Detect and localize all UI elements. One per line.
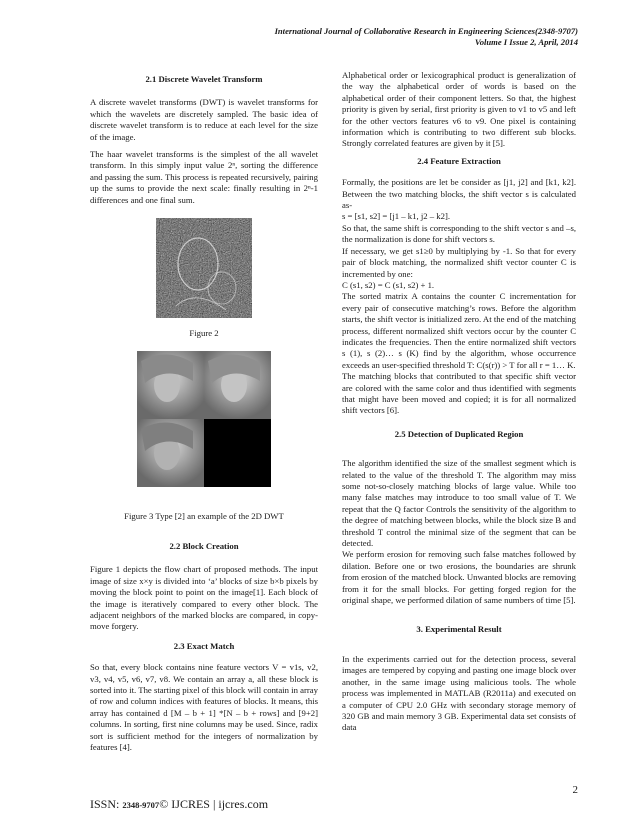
journal-title: International Journal of Collaborative Research in Engineering Sciences(2348-9707) [274,26,578,36]
section-2-3-title: 2.3 Exact Match [173,640,235,651]
page-number: 2 [572,784,578,796]
figure-3-dwt-image [137,351,271,487]
lexicographical-paragraph: Alphabetical order or lexicographical product is generalization of the way the alphabetical order of words is based on the alphabetical order of their component letters. So that, the highest priority is given by serial, first priority is given to v1 to v5 and left for the other vectors features v6 to v9. One pixel is containing information which is contributing to two different sub blocks. Strongly correlated features are given by it [5]. [342,70,576,149]
section-2-4-paragraph-1: Formally, the positions are let be consider as [j1, j2] and [k1, k2]. Between the two matching blocks, the shift vector s is calculated as- [342,177,576,211]
figure-2-image [156,218,252,318]
right-column [342,70,576,734]
footer [90,797,268,812]
section-2-1-paragraph-1: A discrete wavelet transforms (DWT) is wavelet transforms for which the wavelets are discretely sampled. The basic idea of discrete wavelet transform is to reduce at each level for the size of the image. [90,97,318,142]
section-2-4-paragraph-3: If necessary, we get s1≥0 by multiplying by -1. So that for every pair of block matching, the normalized shift vector counter C is incremented by one: [342,245,576,279]
section-2-4-title: 2.4 Feature Extraction [417,155,501,166]
section-2-1-title: 2.1 Discrete Wavelet Transform [145,74,263,84]
section-2-5-paragraph-1: The algorithm identified the size of the smallest segment which is related to the value of the threshold T. The algorithm may miss some not-so-closely matching blocks of large value. While too many false matches may introduce to too small value of T. We repeat that the Q factor Controls the sensitivity of the algorithm to the degree of matching between blocks, while the block size B and threshold T control the minimal size of the segment that can be detected. [342,458,576,549]
section-2-4-formula-shift: s = [s1, s2] = [j1 – k1, j2 – k2]. [342,211,451,222]
section-2-2-title: 2.2 Block Creation [169,540,239,551]
footer-issn-label: ISSN: [90,797,123,811]
section-2-3-paragraph: So that, every block contains nine feature vectors V = v1s, v2, v3, v4, v5, v6, v7, v8. We contain an array a, all these block is sorted into it. The starting pixel of this block will contain in array of row and column indices with features of blocks. It means, this array has contained d [M – b + 1] *[N – b + rows] and [9+2] columns. In sorting, first nine columns may be used. Since, radix sort is sufficient method for the integers of normalization by features [4]. [90,662,318,752]
figure-2-caption: Figure 2 [189,328,219,339]
left-column [90,70,318,753]
journal-header [275,26,578,48]
section-2-4-paragraph-5: The matching blocks that contributed to that specific shift vector are colored with the same color and thus identified with segments that might have been moved and copied; it is for all normalized shift vectors [6]. [342,371,576,416]
footer-copyright: © IJCRES | ijcres.com [159,797,269,811]
section-2-4-paragraph-2: So that, the same shift is corresponding to the shift vector s and –s, the normalization is done for shift vectors s. [342,222,576,245]
journal-issue: Volume I Issue 2, April, 2014 [474,37,578,47]
section-2-5-title: 2.5 Detection of Duplicated Region [394,428,524,439]
section-2-4-paragraph-4: The sorted matrix A contains the counter C incrementation for every pair of consecutive matching’s rows. Before the algorithm starts, the shift vector is initialized zero. At the end of the matching process, different normalized shift vectors occur by the counter C indicates the frequencies. Then the entire normalized shift vectors s (1), s (2)… s (K) find by the algorithm, whose occurrence exceeds an user-specified threshold T: C(s(r)) > T for all r = 1… K. [342,291,576,370]
section-2-5-paragraph-2: We perform erosion for removing such false matches followed by dilation. Before one or two erosions, the boundaries are shrunk from erosion of the matched block. Unwanted blocks are removing from it for the small blocks. For getting forged region for the original shape, we performed dilation of same numbers of time [5]. [342,549,576,606]
section-3-title: 3. Experimental Result [416,624,502,635]
section-2-4-formula-counter: C (s1, s2) = C (s1, s2) + 1. [342,279,435,290]
section-2-2-paragraph: Figure 1 depicts the flow chart of proposed methods. The input image of size x×y is divided into ‘a’ blocks of size b×b pixels by moving the block point to point on the image[1]. Each block of the image is iteratively compared to every other block. The adjacent neighbors of the marked blocks are compared, in copy-move forgery. [90,564,318,632]
figure-3-caption: Figure 3 Type [2] an example of the 2D DWT [124,511,284,522]
footer-issn-number: 2348-9707 [122,800,160,810]
section-3-paragraph: In the experiments carried out for the detection process, several images are tempered by copying and pasting one image block over another, in the same image using malicious tools. The whole process was implemented in MATLAB (R2011a) and executed on a computer of CPU 2.0 GHz with secondary storage memory of 320 GB and main memory 3 GB. Experimental data set consists of data [342,653,576,733]
section-2-1-paragraph-2: The haar wavelet transforms is the simplest of the all wavelet transform. In this simply input value 2ⁿ, sorting the difference and passing the sum. This process is repeated recursively, pairing up the sums to provide the next scale: finally resulting in 2ⁿ-1 differences and one final sum. [90,149,318,205]
